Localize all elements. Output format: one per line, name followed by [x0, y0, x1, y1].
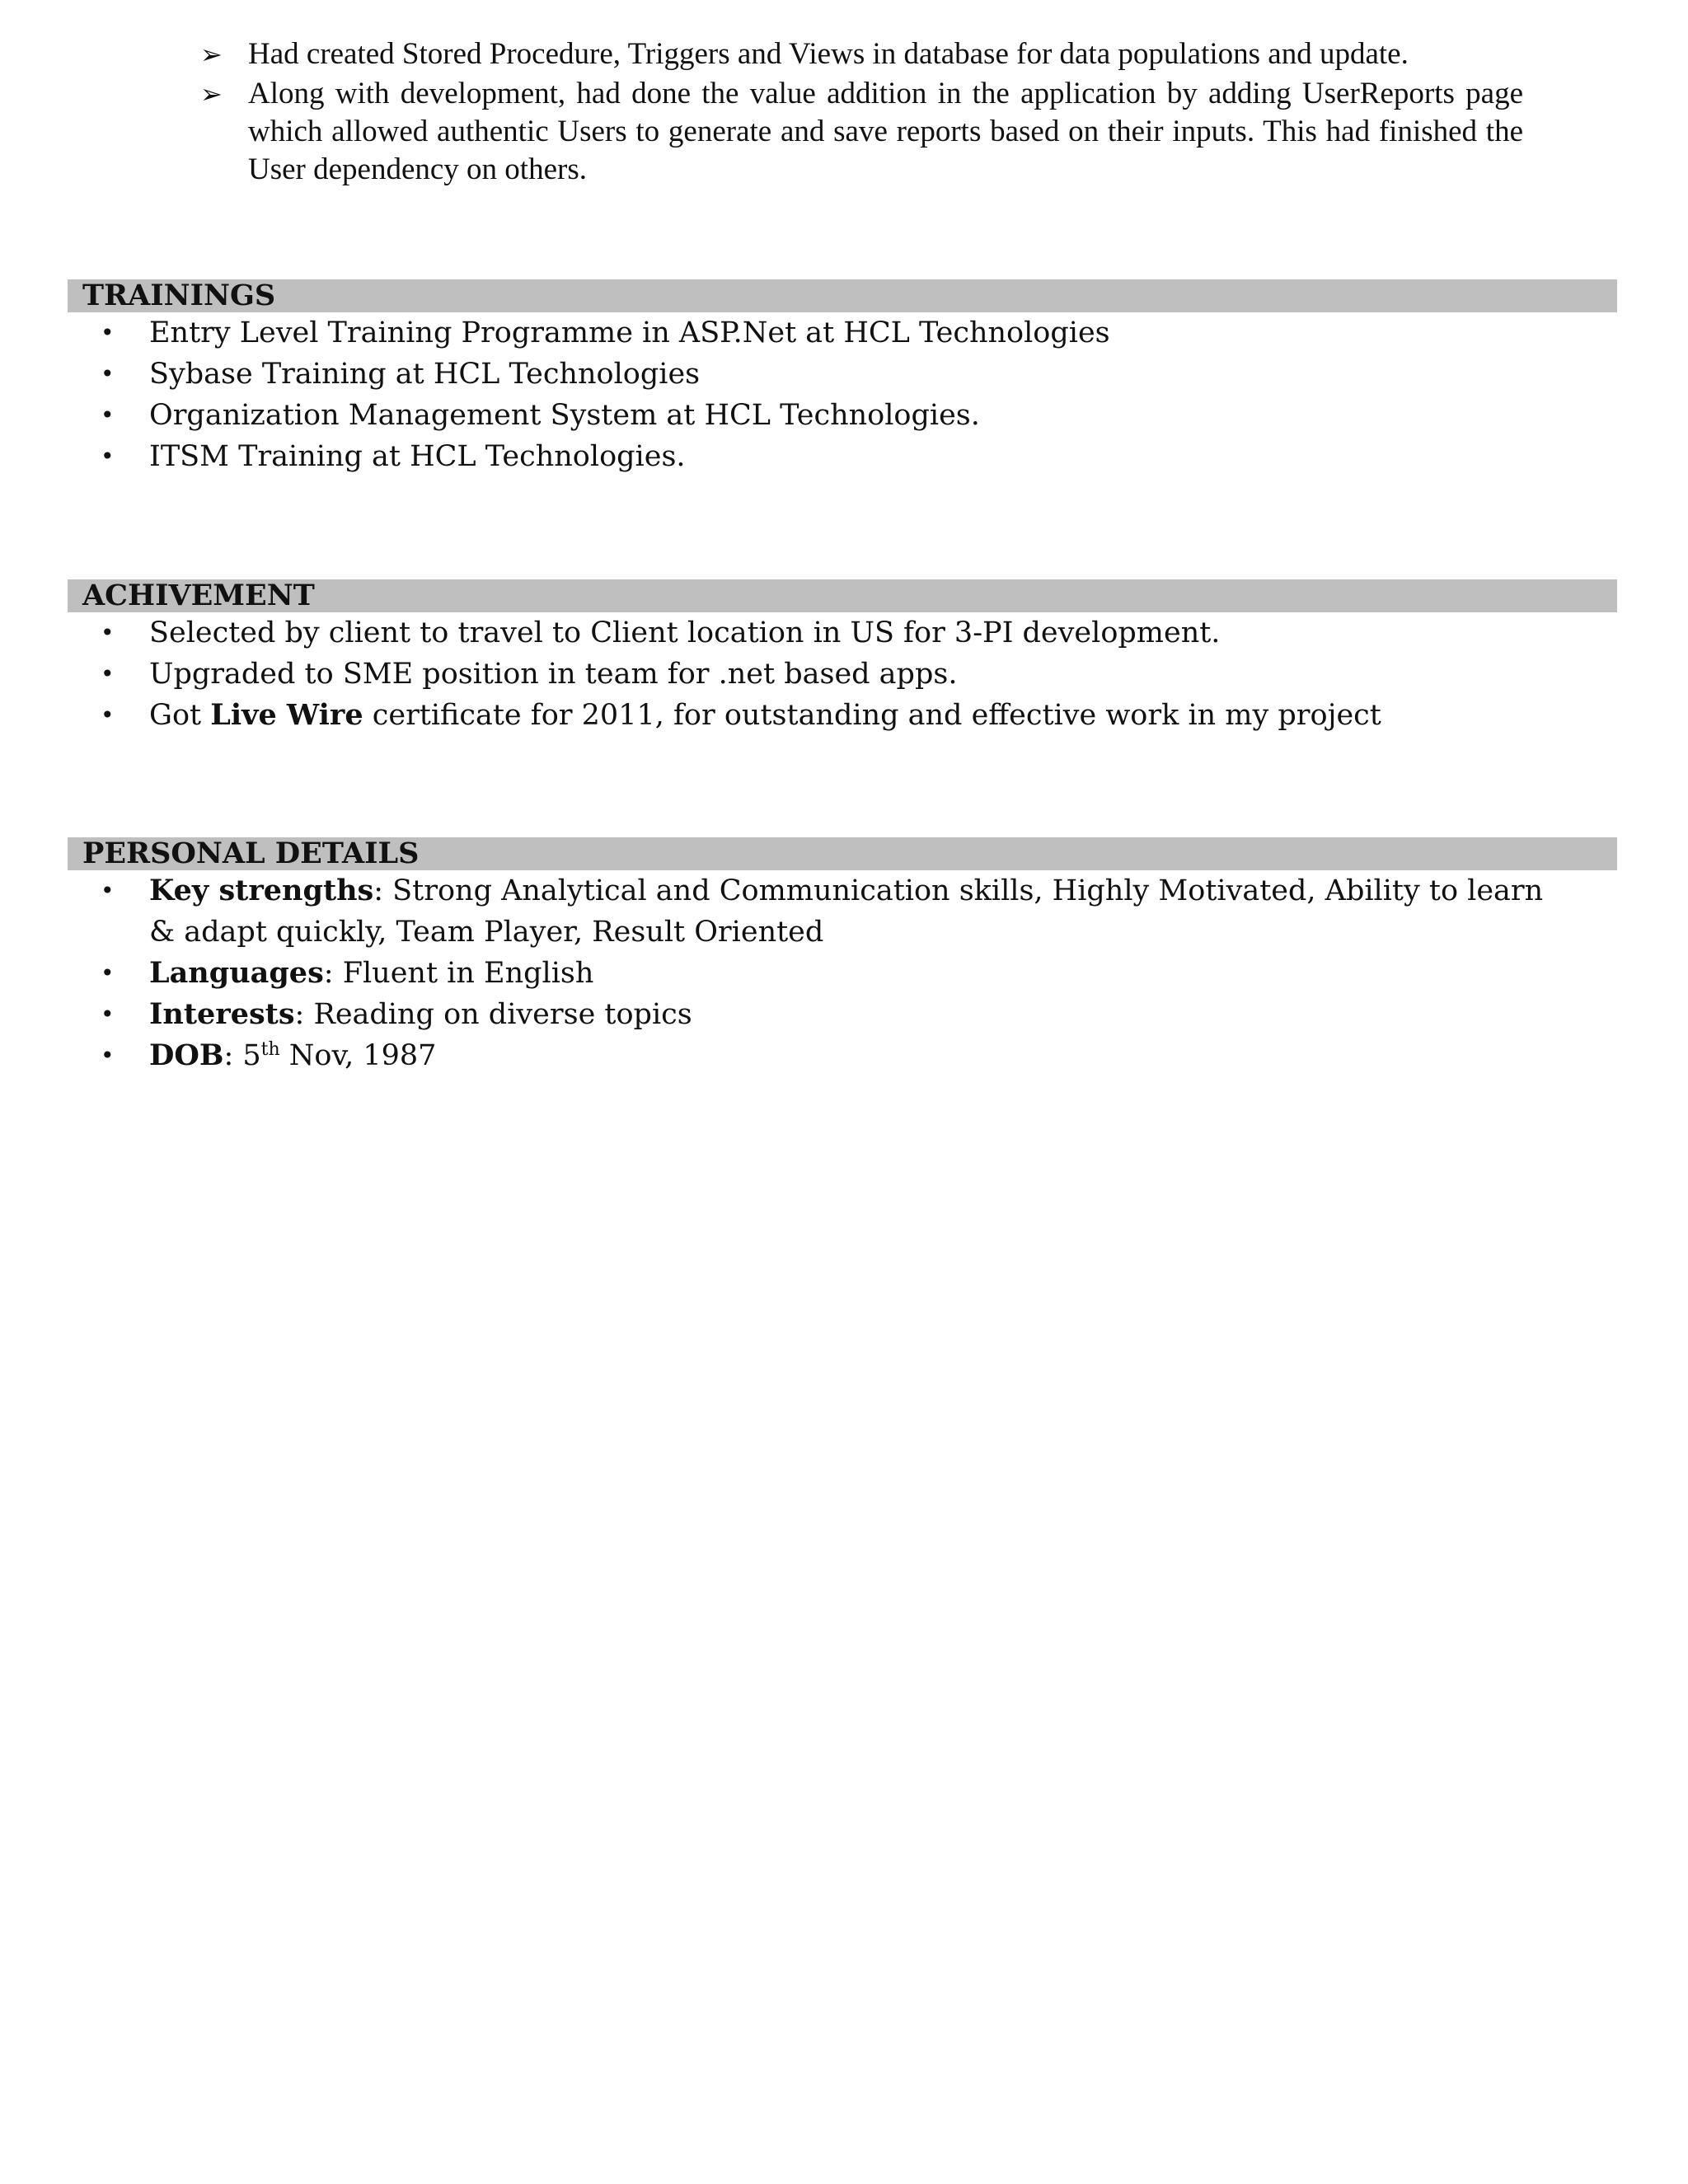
list-item [200, 35, 1523, 73]
training-item: Entry Level Training Programme in ASP.Net at HCL Technologies [149, 316, 1110, 349]
section-header-personal: PERSONAL DETAILS [68, 837, 1617, 870]
interests-value: : Reading on diverse topics [294, 998, 692, 1031]
achievement-suffix: certificate for 2011, for outstanding and effective work in my project [363, 699, 1381, 732]
bullet-icon: • [101, 701, 115, 729]
list-item [68, 1035, 1617, 1076]
list-item [68, 312, 1617, 354]
bullet-icon: • [101, 360, 115, 387]
bullet-icon: • [101, 619, 115, 646]
arrow-bullet-icon: ➢ [200, 78, 223, 110]
dob-separator: : [223, 1039, 243, 1072]
languages-label: Languages [149, 956, 324, 990]
list-item [68, 436, 1617, 477]
list-item [68, 953, 1617, 994]
achievement-item: Upgraded to SME position in team for .net based apps. [149, 658, 958, 691]
section-header-trainings: TRAININGS [68, 279, 1617, 312]
list-item [68, 695, 1617, 736]
achievement-list [68, 612, 1617, 736]
training-item: Organization Management System at HCL Technologies. [149, 399, 980, 432]
bullet-icon: • [101, 443, 115, 470]
languages-value: : Fluent in English [323, 957, 594, 990]
experience-bullets [200, 35, 1523, 189]
bullet-icon: • [101, 959, 115, 987]
personal-details-section [68, 837, 1617, 1076]
key-strengths-label: Key strengths [149, 874, 374, 907]
dob-ordinal: th [260, 1039, 280, 1060]
bullet-icon: • [101, 660, 115, 687]
bullet-icon: • [101, 1001, 115, 1028]
bullet-text: Had created Stored Procedure, Triggers and Views in database for data populations and update. [248, 37, 1409, 71]
section-header-achievement: ACHIVEMENT [68, 579, 1617, 612]
bullet-icon: • [101, 877, 115, 904]
list-item [200, 75, 1523, 189]
dob-label: DOB [149, 1038, 224, 1072]
trainings-section [68, 279, 1617, 477]
arrow-bullet-icon: ➢ [200, 39, 223, 70]
bullet-icon: • [101, 1042, 115, 1069]
list-item [68, 870, 1550, 953]
dob-rest: Nov, 1987 [279, 1039, 437, 1072]
list-item [68, 994, 1617, 1035]
personal-list [68, 870, 1617, 1076]
list-item [68, 654, 1617, 695]
bullet-icon: • [101, 401, 115, 429]
achievement-prefix: Got [149, 699, 211, 732]
award-name: Live Wire [210, 698, 363, 732]
interests-label: Interests [149, 997, 295, 1031]
achievement-section [68, 579, 1617, 736]
achievement-item: Selected by client to travel to Client location in US for 3-PI development. [149, 616, 1221, 649]
training-item: ITSM Training at HCL Technologies. [149, 440, 686, 473]
list-item [68, 354, 1617, 395]
list-item [68, 612, 1617, 654]
list-item [68, 395, 1617, 436]
bullet-text: Along with development, had done the value addition in the application by adding UserReports page which allowed authentic Users to generate and save reports based on their inputs. This had finished the User dependency on others. [248, 77, 1523, 186]
bullet-icon: • [101, 319, 115, 346]
dob-day: 5 [242, 1039, 261, 1072]
trainings-list [68, 312, 1617, 477]
training-item: Sybase Training at HCL Technologies [149, 358, 701, 391]
key-strengths-value: : Strong Analytical and Communication skills, Highly Motivated, Ability to learn & adapt quickly, Team Player, Result Oriented [149, 874, 1544, 949]
